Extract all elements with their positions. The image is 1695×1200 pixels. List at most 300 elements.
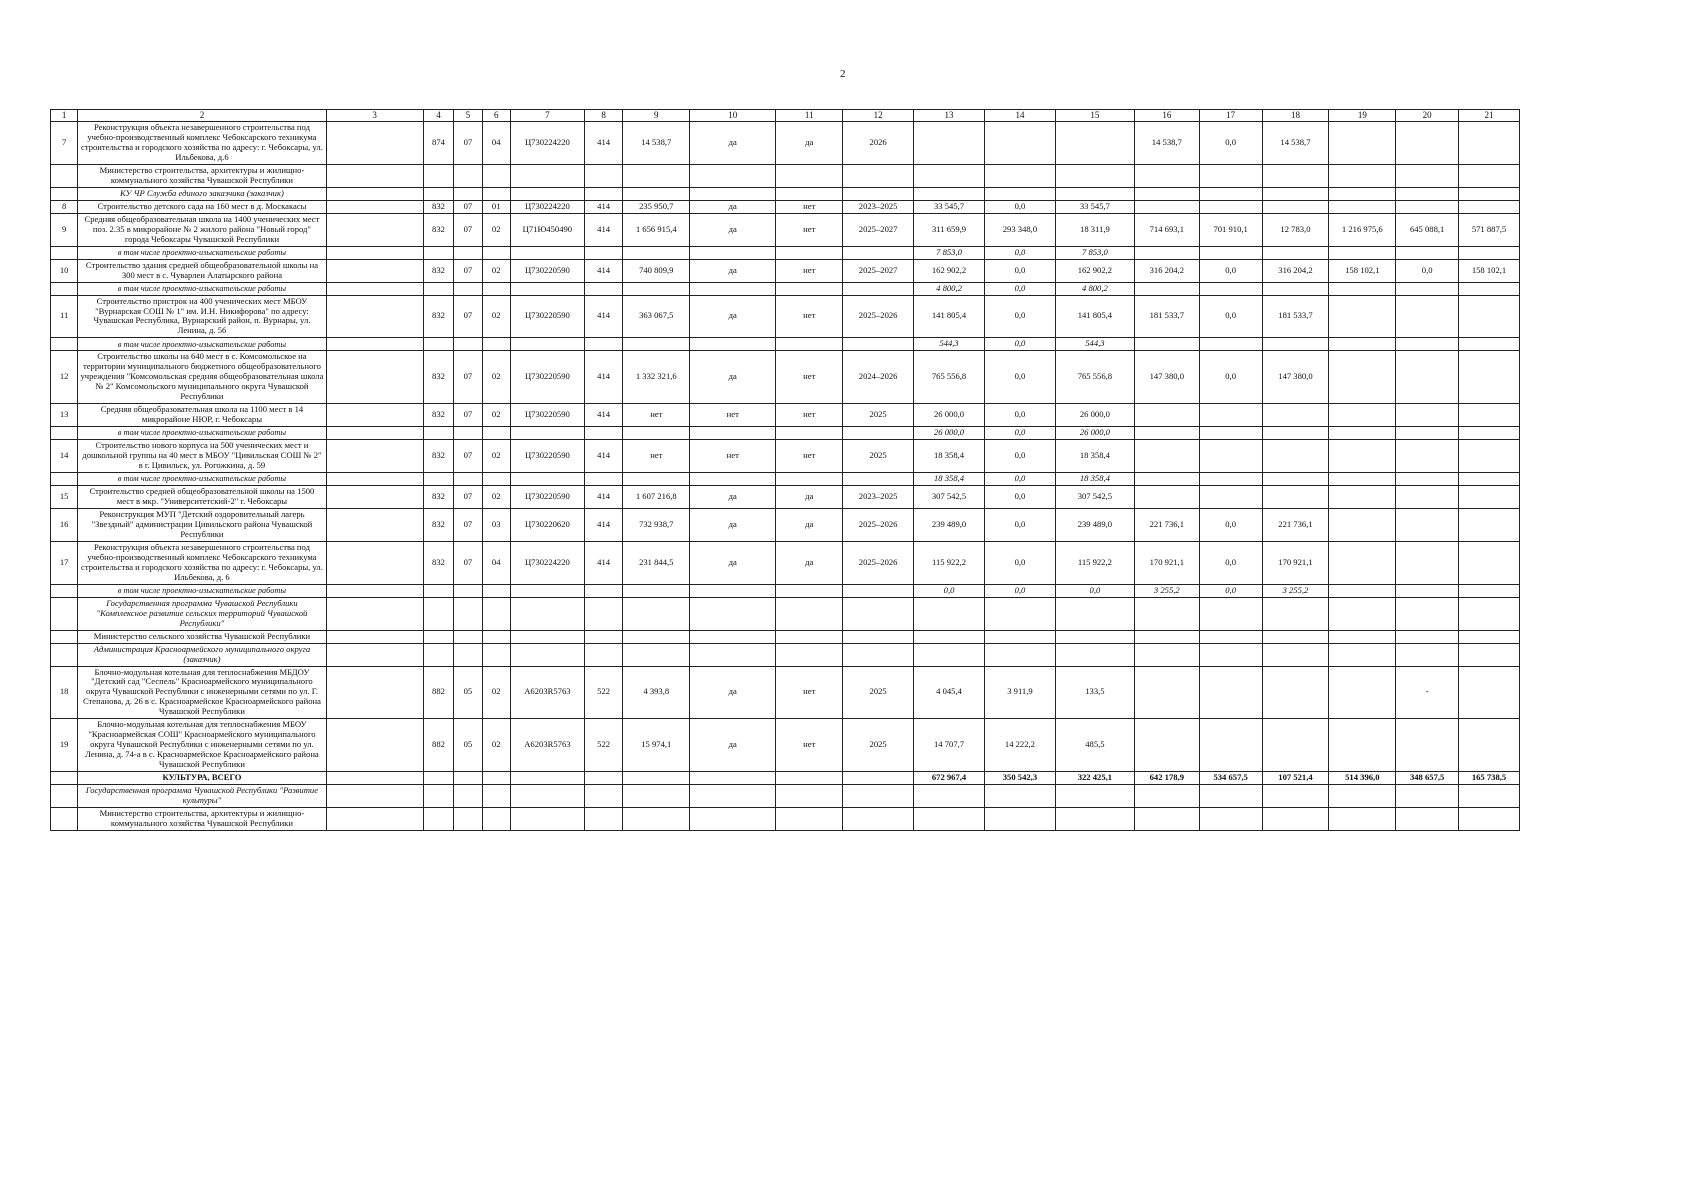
empty-cell: [1329, 597, 1396, 630]
cell-col-6: 04: [482, 122, 510, 165]
empty-cell: [1329, 630, 1396, 643]
cell-col-12: 2023–2025: [843, 200, 914, 213]
empty-cell: [984, 785, 1055, 808]
empty-cell: [843, 282, 914, 295]
cell-col-7: Ц730220590: [510, 351, 584, 404]
cell-col-9: 14 538,7: [623, 122, 690, 165]
cell-col-8: 414: [584, 541, 622, 584]
section-title: Министерство сельского хозяйства Чувашской Республики: [78, 630, 326, 643]
object-name: Реконструкция объекта незавершенного строительства под учебно-производственный комплекс Чебоксарского техникума строительства и городского хозяйства по адресу: г. Чебоксары, ул. Ильбекова, д.6: [78, 122, 326, 165]
object-name: Строительство школы на 640 мест в с. Комсомольское на территории муниципального бюджетного общеобразовательного учреждения "Комсомольская средняя общеобразовательная школа № 2" Комсомольского муниципального округа Чувашской Республики: [78, 351, 326, 404]
cell-col-13: 162 902,2: [914, 259, 985, 282]
empty-cell: [1459, 338, 1520, 351]
empty-cell: [1055, 597, 1134, 630]
empty-cell: [326, 584, 423, 597]
cell-col-4: 832: [423, 486, 453, 509]
note-label: в том числе проектно-изыскательские работы: [78, 427, 326, 440]
cell-col-4: 832: [423, 295, 453, 338]
section-title: Министерство строительства, архитектуры и жилищно-коммунального хозяйства Чувашской Республики: [78, 808, 326, 831]
cell-col-9: 231 844,5: [623, 541, 690, 584]
cell-col-4: 832: [423, 508, 453, 541]
empty-cell: [454, 808, 482, 831]
column-number-10: 10: [690, 110, 776, 122]
empty-cell: [690, 473, 776, 486]
empty-cell: [510, 164, 584, 187]
column-number-3: 3: [326, 110, 423, 122]
cell-col-21: [1459, 351, 1520, 404]
empty-cell: [326, 785, 423, 808]
empty-cell: [1459, 584, 1520, 597]
cell-col-18: 147 380,0: [1262, 351, 1329, 404]
cell-col-8: 522: [584, 719, 622, 772]
cell-col-6: 02: [482, 666, 510, 719]
empty-cell: [423, 584, 453, 597]
empty-cell: [482, 630, 510, 643]
cell-col-9: 235 950,7: [623, 200, 690, 213]
cell-col-19: 1 216 975,6: [1329, 213, 1396, 246]
empty-cell: [1396, 808, 1459, 831]
cell-col-14: 0,0: [984, 486, 1055, 509]
cell-col-14: 0,0: [984, 404, 1055, 427]
empty-cell: [1055, 630, 1134, 643]
cell-col-9: 1 656 915,4: [623, 213, 690, 246]
empty-cell: [423, 597, 453, 630]
cell-col-13: 4 800,2: [914, 282, 985, 295]
empty-cell: [776, 597, 843, 630]
cell-col-8: 414: [584, 351, 622, 404]
table-row: [51, 440, 1520, 473]
empty-cell: [690, 597, 776, 630]
cell-col-17: [1199, 427, 1262, 440]
column-number-11: 11: [776, 110, 843, 122]
cell-col-21: [1459, 508, 1520, 541]
cell-col-17: 0,0: [1199, 508, 1262, 541]
cell-col-10: да: [690, 122, 776, 165]
empty-cell: [584, 473, 622, 486]
cell-col-19: [1329, 351, 1396, 404]
cell-col-11: нет: [776, 666, 843, 719]
object-name: Блочно-модульная котельная для теплоснабжения МБОУ "Красноармейская СОШ" Красноармейского муниципального округа Чувашской Республики с инженерными сетями по ул. Ленина, д. 74-а в с. Красноармейское Красноармейского района Чувашской Республики: [78, 719, 326, 772]
empty-cell: [326, 259, 423, 282]
cell-col-18: [1262, 719, 1329, 772]
column-number-4: 4: [423, 110, 453, 122]
subsection-title: Государственная программа Чувашской Республики "Комплексное развитие сельских территорий Чувашской Республики": [78, 597, 326, 630]
object-name: Реконструкция МУП "Детский оздоровительный лагерь "Звездный" администрации Цивильского района Чувашской Республики: [78, 508, 326, 541]
empty-cell: [51, 164, 78, 187]
empty-cell: [510, 427, 584, 440]
cell-col-14: 0,0: [984, 541, 1055, 584]
empty-cell: [482, 584, 510, 597]
cell-col-14: 350 542,3: [984, 772, 1055, 785]
cell-col-6: 01: [482, 200, 510, 213]
row-number: 17: [51, 541, 78, 584]
note-label: в том числе проектно-изыскательские работы: [78, 282, 326, 295]
cell-col-10: да: [690, 351, 776, 404]
empty-cell: [776, 808, 843, 831]
cell-col-9: 1 332 321,6: [623, 351, 690, 404]
cell-col-14: 14 222,2: [984, 719, 1055, 772]
cell-col-6: 02: [482, 719, 510, 772]
cell-col-17: 0,0: [1199, 259, 1262, 282]
empty-cell: [843, 785, 914, 808]
cell-col-9: 732 938,7: [623, 508, 690, 541]
empty-cell: [326, 719, 423, 772]
empty-cell: [510, 772, 584, 785]
empty-cell: [326, 440, 423, 473]
empty-cell: [584, 597, 622, 630]
cell-col-16: [1134, 440, 1199, 473]
empty-cell: [584, 164, 622, 187]
empty-cell: [326, 404, 423, 427]
table-body: [51, 122, 1520, 831]
empty-cell: [914, 643, 985, 666]
cell-col-13: 14 707,7: [914, 719, 985, 772]
section-header-row: [51, 630, 1520, 643]
table-row: [51, 541, 1520, 584]
cell-col-18: 221 736,1: [1262, 508, 1329, 541]
cell-col-19: 514 396,0: [1329, 772, 1396, 785]
empty-cell: [1396, 427, 1459, 440]
row-number: 18: [51, 666, 78, 719]
cell-col-10: да: [690, 213, 776, 246]
empty-cell: [510, 584, 584, 597]
empty-cell: [776, 785, 843, 808]
row-number: 13: [51, 404, 78, 427]
cell-col-7: Ц730220620: [510, 508, 584, 541]
column-number-20: 20: [1396, 110, 1459, 122]
empty-cell: [510, 630, 584, 643]
empty-cell: [1199, 630, 1262, 643]
note-row: [51, 584, 1520, 597]
empty-cell: [584, 785, 622, 808]
cell-col-19: 158 102,1: [1329, 259, 1396, 282]
cell-col-16: [1134, 473, 1199, 486]
cell-col-18: [1262, 282, 1329, 295]
cell-col-14: 0,0: [984, 200, 1055, 213]
empty-cell: [1199, 808, 1262, 831]
column-number-13: 13: [914, 110, 985, 122]
empty-cell: [423, 246, 453, 259]
empty-cell: [690, 772, 776, 785]
cell-col-15: 0,0: [1055, 584, 1134, 597]
empty-cell: [326, 772, 423, 785]
empty-cell: [482, 772, 510, 785]
cell-col-11: нет: [776, 259, 843, 282]
cell-col-6: 02: [482, 486, 510, 509]
empty-cell: [1459, 473, 1520, 486]
empty-cell: [843, 597, 914, 630]
object-name: Строительство здания средней общеобразовательной школы на 300 мест в с. Чуварлеи Алатырского района: [78, 259, 326, 282]
table-row: [51, 508, 1520, 541]
cell-col-20: [1396, 351, 1459, 404]
column-number-16: 16: [1134, 110, 1199, 122]
empty-cell: [690, 187, 776, 200]
empty-cell: [776, 427, 843, 440]
empty-cell: [776, 643, 843, 666]
cell-col-18: 107 521,4: [1262, 772, 1329, 785]
cell-col-6: 02: [482, 440, 510, 473]
empty-cell: [1134, 630, 1199, 643]
cell-col-10: да: [690, 719, 776, 772]
row-number: 9: [51, 213, 78, 246]
table-row: [51, 213, 1520, 246]
section-header-row: [51, 164, 1520, 187]
cell-col-15: 18 358,4: [1055, 440, 1134, 473]
empty-cell: [1199, 187, 1262, 200]
cell-col-13: 544,3: [914, 338, 985, 351]
empty-cell: [1396, 282, 1459, 295]
empty-cell: [984, 164, 1055, 187]
cell-col-6: 03: [482, 508, 510, 541]
cell-col-14: 0,0: [984, 338, 1055, 351]
empty-cell: [482, 785, 510, 808]
empty-cell: [843, 338, 914, 351]
cell-col-5: 07: [454, 486, 482, 509]
empty-cell: [984, 643, 1055, 666]
investment-objects-table: [50, 109, 1520, 831]
cell-col-8: 414: [584, 295, 622, 338]
cell-col-4: 832: [423, 259, 453, 282]
empty-cell: [326, 666, 423, 719]
cell-col-13: 18 358,4: [914, 473, 985, 486]
empty-cell: [1199, 785, 1262, 808]
cell-col-15: 133,5: [1055, 666, 1134, 719]
cell-col-8: 414: [584, 259, 622, 282]
empty-cell: [1329, 164, 1396, 187]
cell-col-12: 2026: [843, 122, 914, 165]
empty-cell: [1134, 643, 1199, 666]
cell-col-11: да: [776, 541, 843, 584]
empty-cell: [623, 597, 690, 630]
note-row: [51, 338, 1520, 351]
cell-col-18: [1262, 427, 1329, 440]
empty-cell: [1262, 785, 1329, 808]
cell-col-11: нет: [776, 351, 843, 404]
empty-cell: [51, 246, 78, 259]
cell-col-21: [1459, 719, 1520, 772]
cell-col-10: нет: [690, 404, 776, 427]
column-number-17: 17: [1199, 110, 1262, 122]
cell-col-5: 07: [454, 404, 482, 427]
total-label: КУЛЬТУРА, ВСЕГО: [78, 772, 326, 785]
empty-cell: [776, 630, 843, 643]
empty-cell: [326, 427, 423, 440]
table-row: [51, 200, 1520, 213]
empty-cell: [1055, 643, 1134, 666]
cell-col-19: [1329, 666, 1396, 719]
empty-cell: [623, 427, 690, 440]
column-number-1: 1: [51, 110, 78, 122]
cell-col-15: 485,5: [1055, 719, 1134, 772]
note-row: [51, 282, 1520, 295]
cell-col-13: 765 556,8: [914, 351, 985, 404]
empty-cell: [1396, 584, 1459, 597]
cell-col-18: [1262, 200, 1329, 213]
empty-cell: [776, 282, 843, 295]
cell-col-19: [1329, 200, 1396, 213]
cell-col-15: 239 489,0: [1055, 508, 1134, 541]
cell-col-21: [1459, 200, 1520, 213]
column-number-21: 21: [1459, 110, 1520, 122]
empty-cell: [1199, 164, 1262, 187]
object-name: Строительство средней общеобразовательной школы на 1500 мест в мкр. "Университетский-2" г. Чебоксары: [78, 486, 326, 509]
empty-cell: [1396, 164, 1459, 187]
cell-col-19: [1329, 719, 1396, 772]
cell-col-18: [1262, 246, 1329, 259]
empty-cell: [690, 338, 776, 351]
empty-cell: [482, 427, 510, 440]
cell-col-17: 0,0: [1199, 584, 1262, 597]
empty-cell: [326, 338, 423, 351]
empty-cell: [1459, 187, 1520, 200]
note-label: в том числе проектно-изыскательские работы: [78, 584, 326, 597]
empty-cell: [482, 246, 510, 259]
cell-col-8: 414: [584, 213, 622, 246]
cell-col-6: 04: [482, 541, 510, 584]
empty-cell: [1329, 246, 1396, 259]
empty-cell: [1396, 643, 1459, 666]
empty-cell: [1329, 808, 1396, 831]
empty-cell: [482, 473, 510, 486]
empty-cell: [482, 282, 510, 295]
cell-col-12: 2025–2026: [843, 295, 914, 338]
empty-cell: [776, 246, 843, 259]
cell-col-7: Ц730220590: [510, 440, 584, 473]
empty-cell: [482, 597, 510, 630]
empty-cell: [326, 808, 423, 831]
cell-col-15: 544,3: [1055, 338, 1134, 351]
row-number: 8: [51, 200, 78, 213]
cell-col-21: [1459, 122, 1520, 165]
empty-cell: [510, 808, 584, 831]
empty-cell: [51, 338, 78, 351]
empty-cell: [51, 630, 78, 643]
cell-col-18: 316 204,2: [1262, 259, 1329, 282]
empty-cell: [454, 164, 482, 187]
cell-col-18: [1262, 404, 1329, 427]
empty-cell: [326, 508, 423, 541]
cell-col-16: [1134, 404, 1199, 427]
empty-cell: [1329, 282, 1396, 295]
empty-cell: [1262, 643, 1329, 666]
cell-col-18: 3 255,2: [1262, 584, 1329, 597]
cell-col-12: 2025: [843, 440, 914, 473]
empty-cell: [776, 164, 843, 187]
object-name: Блочно-модульная котельная для теплоснабжения МБДОУ "Детский сад "Сеспель" Красноармейского муниципального округа Чувашской Республики с инженерными сетями по ул. Г. Степанова, д. 26 в с. Красноармейское Красноармейского района Чувашской Республики: [78, 666, 326, 719]
empty-cell: [1329, 643, 1396, 666]
empty-cell: [423, 473, 453, 486]
cell-col-14: 0,0: [984, 440, 1055, 473]
cell-col-5: 07: [454, 508, 482, 541]
empty-cell: [623, 338, 690, 351]
column-number-12: 12: [843, 110, 914, 122]
empty-cell: [1459, 597, 1520, 630]
empty-cell: [623, 584, 690, 597]
cell-col-7: Ц730220590: [510, 404, 584, 427]
cell-col-11: да: [776, 486, 843, 509]
empty-cell: [326, 351, 423, 404]
cell-col-14: 0,0: [984, 427, 1055, 440]
cell-col-19: [1329, 440, 1396, 473]
empty-cell: [1329, 473, 1396, 486]
cell-col-17: [1199, 719, 1262, 772]
cell-col-17: 0,0: [1199, 295, 1262, 338]
cell-col-8: 414: [584, 440, 622, 473]
empty-cell: [326, 541, 423, 584]
table-row: [51, 295, 1520, 338]
empty-cell: [1396, 473, 1459, 486]
empty-cell: [326, 486, 423, 509]
cell-col-13: [914, 122, 985, 165]
cell-col-19: [1329, 541, 1396, 584]
empty-cell: [1262, 808, 1329, 831]
cell-col-20: 348 657,5: [1396, 772, 1459, 785]
cell-col-21: 165 738,5: [1459, 772, 1520, 785]
cell-col-13: 307 542,5: [914, 486, 985, 509]
cell-col-12: 2025: [843, 666, 914, 719]
cell-col-17: [1199, 282, 1262, 295]
cell-col-15: 115 922,2: [1055, 541, 1134, 584]
row-number: 7: [51, 122, 78, 165]
cell-col-17: [1199, 404, 1262, 427]
empty-cell: [914, 785, 985, 808]
empty-cell: [843, 187, 914, 200]
cell-col-17: 701 910,1: [1199, 213, 1262, 246]
empty-cell: [326, 597, 423, 630]
empty-cell: [482, 164, 510, 187]
empty-cell: [776, 187, 843, 200]
cell-col-8: 414: [584, 200, 622, 213]
cell-col-14: 0,0: [984, 246, 1055, 259]
empty-cell: [423, 630, 453, 643]
empty-cell: [776, 772, 843, 785]
cell-col-5: 07: [454, 200, 482, 213]
empty-cell: [623, 246, 690, 259]
cell-col-9: 363 067,5: [623, 295, 690, 338]
empty-cell: [584, 630, 622, 643]
subsection-header-row: [51, 187, 1520, 200]
empty-cell: [1262, 164, 1329, 187]
empty-cell: [454, 338, 482, 351]
empty-cell: [1396, 338, 1459, 351]
empty-cell: [510, 338, 584, 351]
empty-cell: [1055, 187, 1134, 200]
empty-cell: [914, 597, 985, 630]
cell-col-10: да: [690, 666, 776, 719]
empty-cell: [843, 164, 914, 187]
column-number-6: 6: [482, 110, 510, 122]
cell-col-13: 18 358,4: [914, 440, 985, 473]
empty-cell: [423, 643, 453, 666]
cell-col-12: 2024–2026: [843, 351, 914, 404]
subsection-header-row: [51, 643, 1520, 666]
cell-col-18: [1262, 486, 1329, 509]
empty-cell: [623, 772, 690, 785]
table-row: [51, 719, 1520, 772]
cell-col-8: 522: [584, 666, 622, 719]
row-number: 16: [51, 508, 78, 541]
cell-col-12: 2025: [843, 404, 914, 427]
cell-col-4: 832: [423, 541, 453, 584]
cell-col-13: 141 805,4: [914, 295, 985, 338]
cell-col-13: 239 489,0: [914, 508, 985, 541]
empty-cell: [623, 630, 690, 643]
empty-cell: [326, 246, 423, 259]
cell-col-17: [1199, 473, 1262, 486]
empty-cell: [623, 643, 690, 666]
cell-col-16: 3 255,2: [1134, 584, 1199, 597]
empty-cell: [51, 187, 78, 200]
